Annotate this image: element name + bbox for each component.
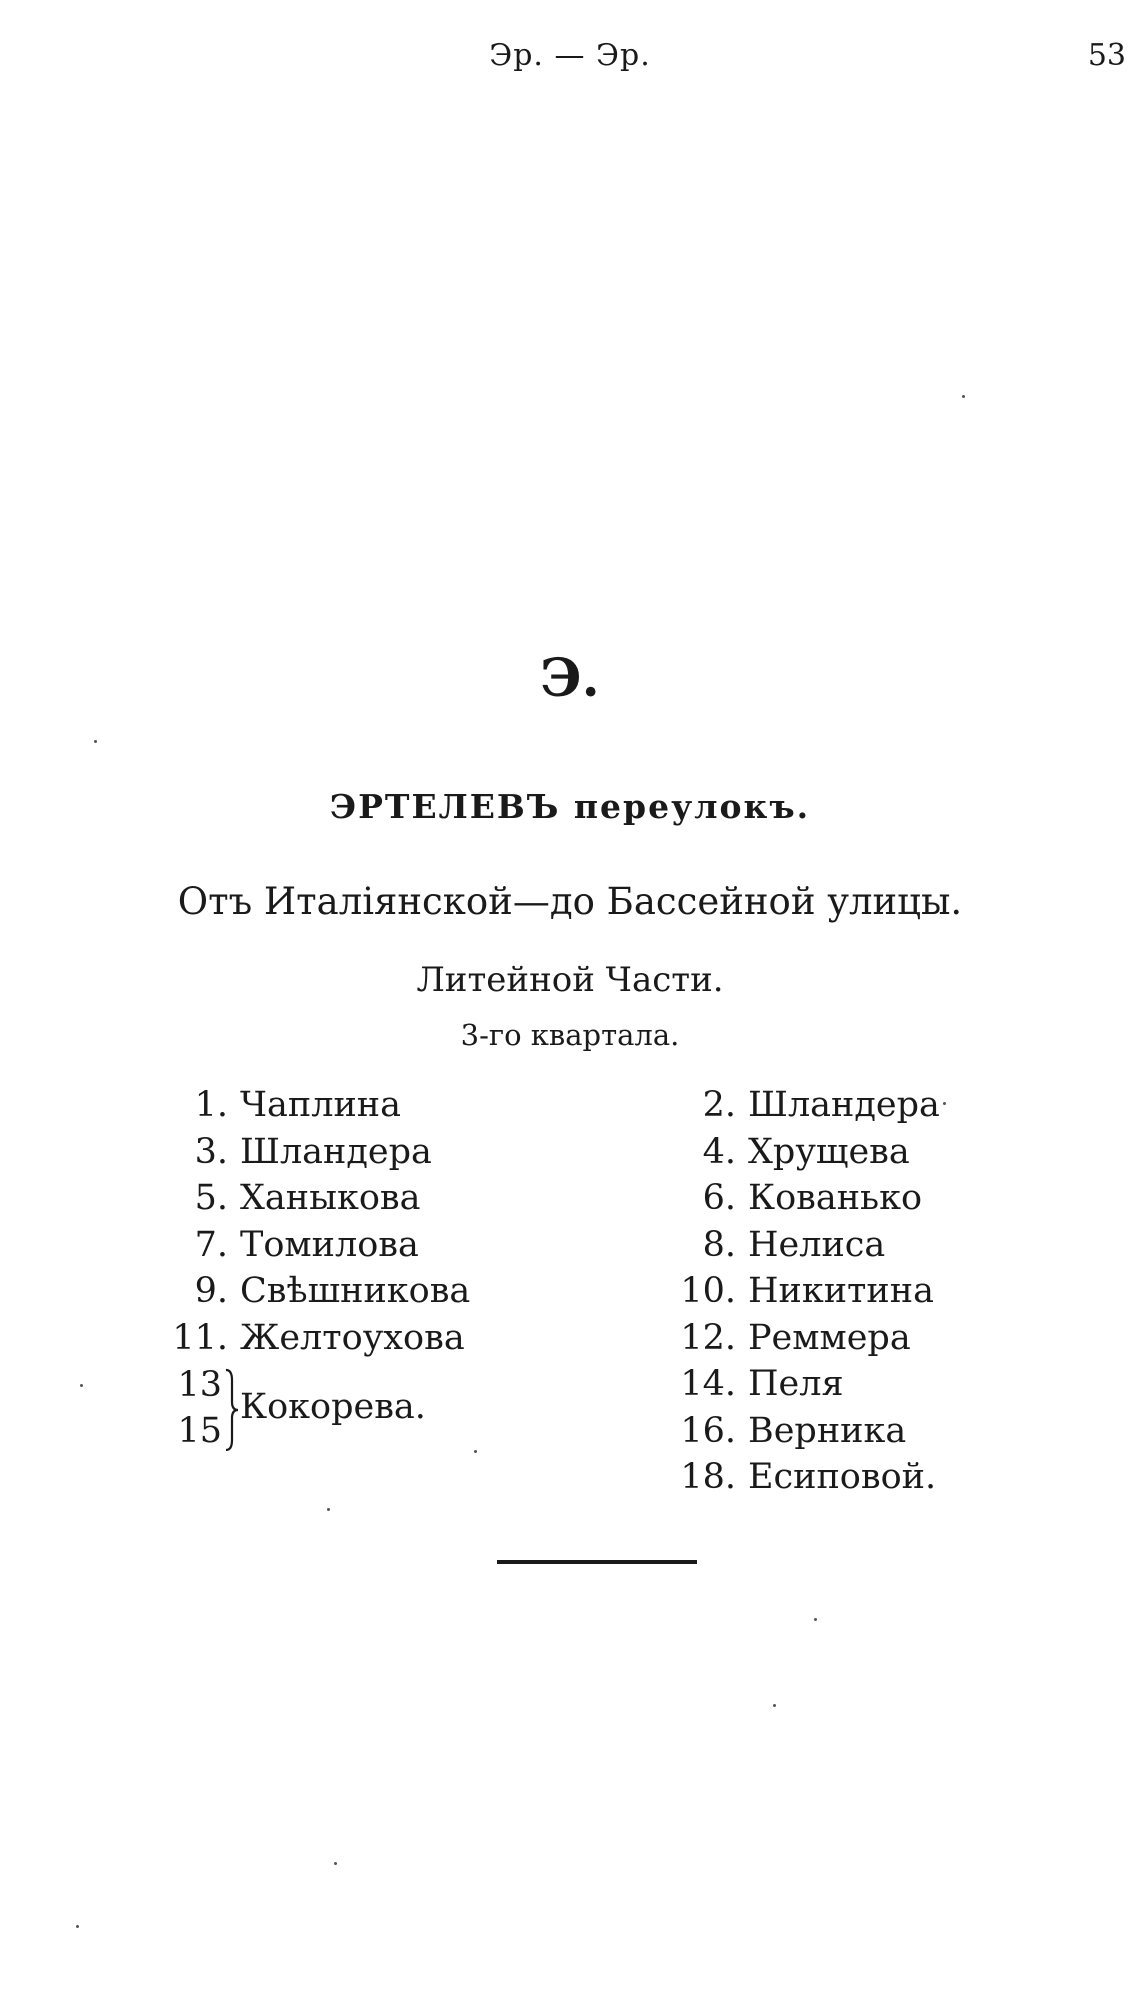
owner-name: Томилова [240,1224,419,1265]
section-divider [497,1560,697,1564]
list-item [660,1222,940,1269]
list-item [660,1082,940,1129]
owner-name: Чаплина [240,1085,402,1125]
scan-speck [76,1925,79,1928]
bracketed-house-numbers [162,1362,222,1454]
street-name: ЭРТЕЛЕВЪ [329,787,561,826]
scan-speck [474,1450,477,1453]
house-number: 2. [702,1085,736,1125]
scan-speck [962,395,965,398]
house-number: 18. [680,1457,736,1497]
house-number: 8. [702,1224,736,1265]
owner-name: Свѣшникова [240,1271,471,1311]
curly-brace-icon [222,1368,240,1452]
house-number: 1. [194,1085,228,1125]
house-number: 9. [194,1271,228,1311]
district-label: Литейной Части. [416,960,724,1000]
scan-speck [327,1508,330,1511]
house-number: 6. [702,1178,736,1218]
owner-name: Верника [748,1410,907,1451]
owner-name: Никитина [748,1271,934,1311]
list-item [660,1361,940,1408]
owner-name: Кованько [748,1178,923,1218]
owner-name: Шландера [240,1131,432,1172]
list-item [162,1315,470,1362]
owner-name: Реммера [748,1317,911,1358]
owner-name: Кокорева. [240,1387,426,1427]
list-item [162,1268,470,1315]
house-number: 13 [177,1365,222,1405]
list-item [660,1408,940,1455]
street-span: Отъ Италіянской—до Бассейной улицы. [177,880,963,923]
list-item [660,1175,940,1222]
scan-speck [80,1384,83,1387]
house-number: 16. [680,1410,736,1451]
scan-speck [334,1862,337,1865]
odd-house-list [162,1082,470,1361]
owner-name: Пеля [748,1364,844,1404]
owner-name: Хрущева [748,1131,910,1172]
running-head: Эр. — Эр. [489,38,651,73]
house-number: 5. [194,1178,228,1218]
quarter-label: 3-го квартала. [460,1018,680,1052]
street-title [0,787,1140,826]
list-item [162,1129,470,1176]
house-number: 4. [702,1131,736,1172]
list-item [660,1129,940,1176]
scan-speck [814,1618,817,1621]
scan-speck [773,1704,776,1707]
house-number: 12. [680,1317,736,1358]
house-number: 14. [680,1364,736,1404]
house-number: 10. [680,1271,736,1311]
section-letter: Э. [540,648,600,709]
list-item [162,1222,470,1269]
owner-name: Ханыкова [240,1178,421,1218]
house-number: 11. [172,1317,228,1358]
street-type: переулокъ. [573,787,811,826]
list-item [660,1454,940,1501]
owner-name: Шландера [748,1085,940,1125]
house-number: 7. [194,1224,228,1265]
house-number: 3. [194,1131,228,1172]
scan-speck [94,740,97,743]
even-house-list [660,1082,940,1501]
page-number: 53 [1087,38,1126,73]
owner-name: Нелиса [748,1224,886,1265]
house-number: 15 [177,1411,222,1451]
scan-speck [943,1102,946,1105]
list-item [162,1082,470,1129]
owner-name: Желтоухова [240,1317,465,1358]
list-item [162,1175,470,1222]
list-item [660,1268,940,1315]
list-item [660,1315,940,1362]
owner-name: Есиповой. [748,1457,937,1497]
